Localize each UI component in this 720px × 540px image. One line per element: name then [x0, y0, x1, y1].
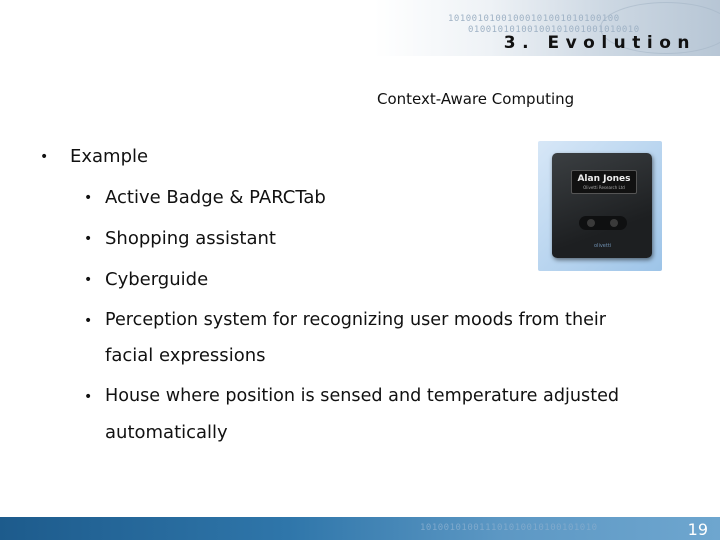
bullet-item-continuation: facial expressions [105, 345, 266, 366]
bullet-item-continuation: automatically [105, 422, 228, 443]
bullet-marker: • [84, 389, 93, 405]
page-number: 19 [687, 520, 708, 539]
badge-name-plate [571, 170, 637, 194]
footer-binary-text: 101001010011101010010100101010 [420, 523, 598, 533]
badge-device [552, 153, 652, 258]
bullet-marker: • [84, 190, 93, 206]
bullet-marker: • [84, 231, 93, 247]
header-binary-text: 10100101001000101001010100100 [448, 14, 620, 24]
bullet-item: Perception system for recognizing user moods from their [105, 310, 607, 330]
section-title: 3. Evolution [503, 33, 696, 53]
bullet-item: Cyberguide [105, 269, 209, 290]
bullet-item: Shopping assistant [105, 228, 276, 249]
badge-logo: olivetti [594, 243, 612, 249]
badge-sensor-windows [579, 216, 627, 230]
bullet-marker: • [84, 313, 93, 329]
header-binary-text: 01001010100100101001001010010 [468, 25, 640, 35]
bullet-item: Active Badge & PARCTab [105, 187, 326, 208]
badge-name: Alan Jones [577, 174, 631, 184]
bullet-marker: • [84, 272, 93, 288]
sensor-window [610, 219, 618, 227]
sensor-window [587, 219, 595, 227]
bullet-item: Example [70, 146, 149, 167]
footer-band [0, 517, 720, 540]
bullet-marker: • [40, 149, 49, 165]
badge-org: Olivetti Research Ltd [583, 185, 625, 190]
slide-title: Context-Aware Computing [377, 90, 575, 108]
bullet-item: House where position is sensed and temperature adjusted [105, 386, 620, 406]
header-band [0, 0, 720, 56]
active-badge-photo [538, 141, 662, 271]
